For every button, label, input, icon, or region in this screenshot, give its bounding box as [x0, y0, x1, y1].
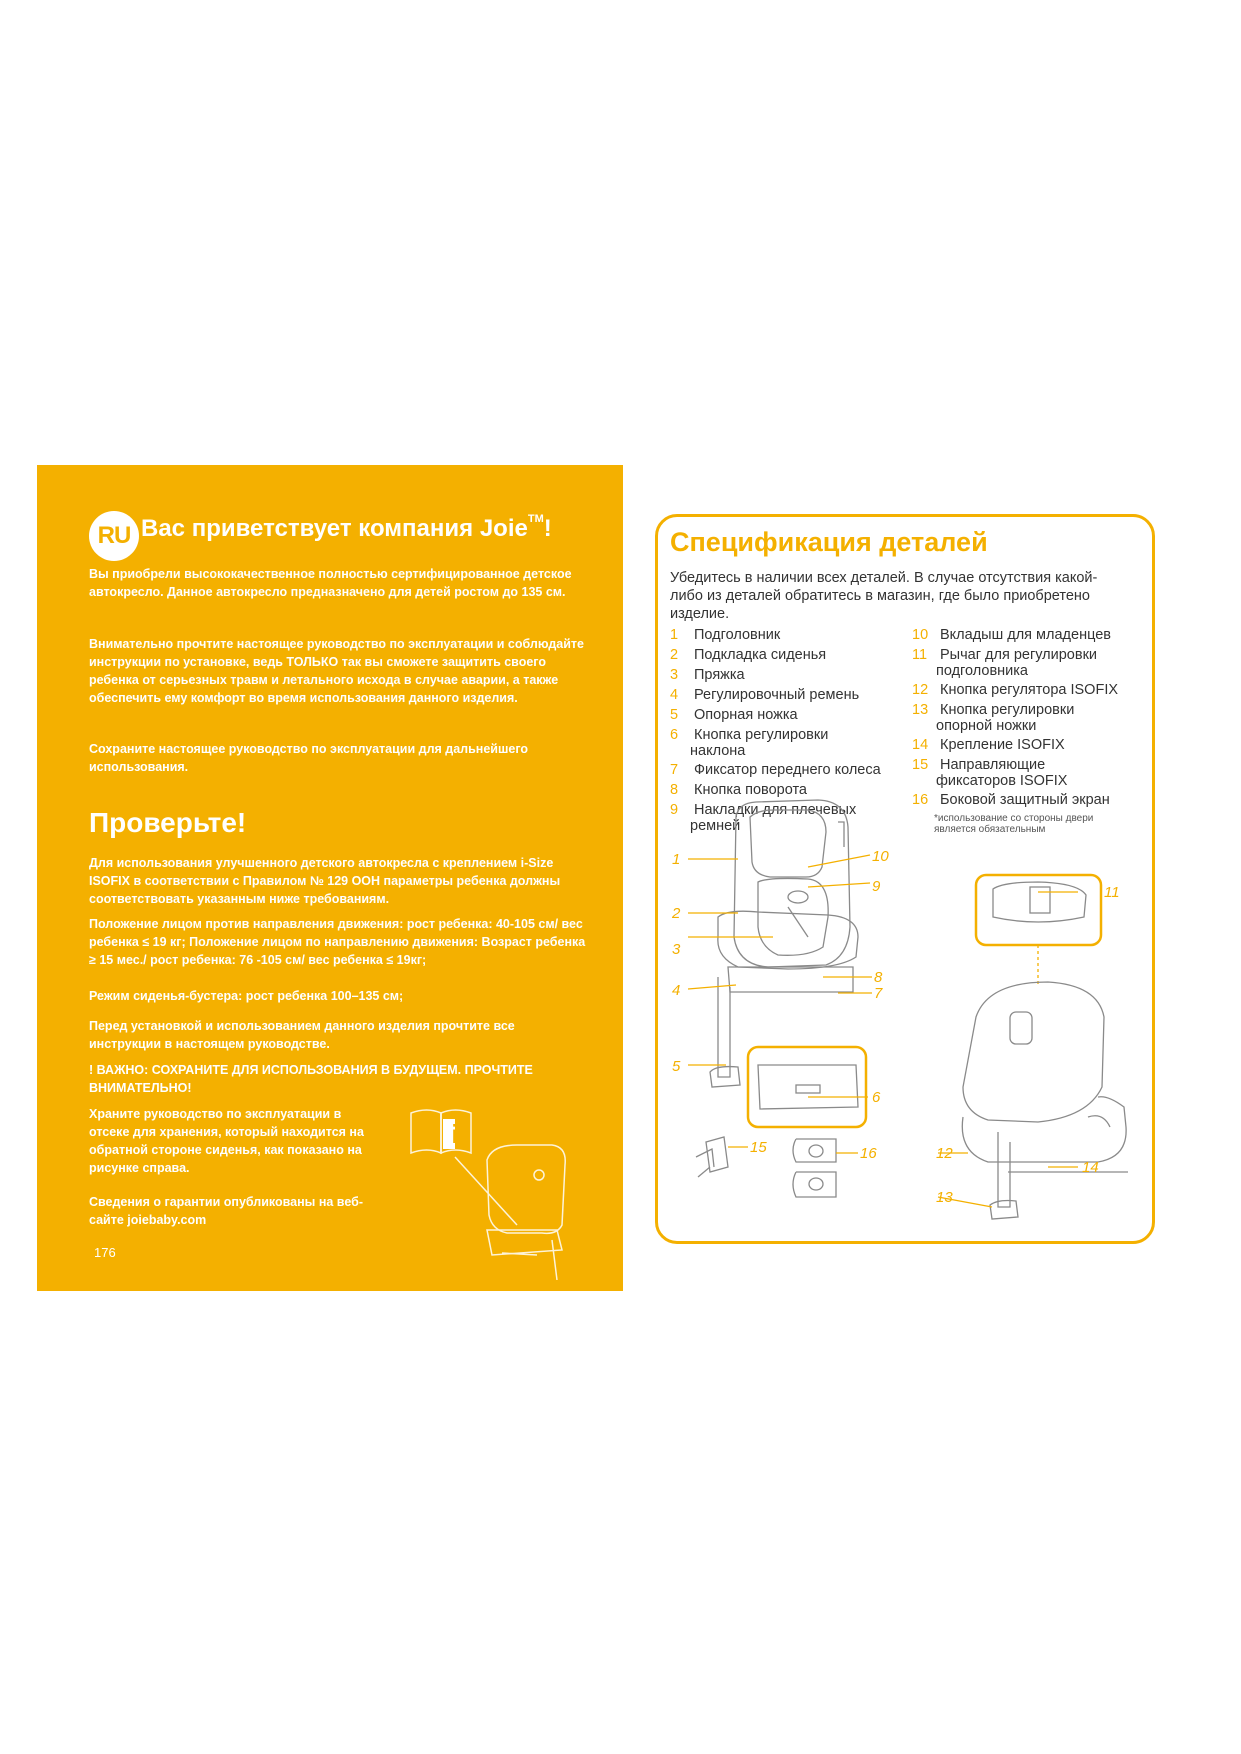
callout-14: 14	[1082, 1159, 1099, 1176]
check-paragraph-booster: Режим сиденья-бустера: рост ребенка 100–135 см;	[89, 989, 404, 1003]
part-number: 16	[912, 792, 929, 808]
part-number: 11	[912, 647, 928, 663]
page-number: 176	[94, 1245, 116, 1260]
part-number: 7	[670, 762, 679, 778]
part-label: Опорная ножка	[694, 707, 798, 723]
spec-intro: Убедитесь в наличии всех деталей. В случае отсутствия какой-либо из деталей обратитесь в магазин, где было приобретено изделие.	[670, 570, 1098, 622]
front-seat-drawing	[710, 800, 858, 1087]
part-label: Рычаг для регулировки	[940, 647, 1098, 663]
welcome-panel	[37, 465, 623, 1291]
instructions-paragraph: Внимательно прочтите настоящее руководство по эксплуатации и соблюдайте инструкции по установке, ведь ТОЛЬКО так вы сможете защитить своего ребенка от серьезных травм и летального исхода в случае аварии, а также обеспечить ему комфорт во время использования данного изделия.	[89, 637, 585, 705]
part-label: Кнопка регулировки	[694, 727, 829, 743]
callout-10: 10	[872, 848, 889, 865]
part-number: 4	[670, 687, 679, 703]
part-label: Направляющие	[940, 757, 1046, 773]
part-label: Крепление ISOFIX	[940, 737, 1065, 753]
callout-6: 6	[872, 1089, 881, 1106]
part-label: Кнопка регулировки	[940, 702, 1075, 718]
part-label: Подкладка сиденья	[694, 647, 827, 663]
part-label: Регулировочный ремень	[694, 687, 860, 703]
storage-illustration	[407, 1105, 607, 1280]
part-number: 2	[670, 647, 679, 663]
book-icon-letter: i	[451, 1119, 459, 1149]
part-label: Боковой защитный экран	[940, 792, 1110, 808]
callout-numbers	[671, 848, 1120, 1206]
welcome-title: Вас приветствует компания Joie™!	[141, 513, 552, 542]
recline-button-inset	[748, 1047, 866, 1127]
callout-7: 7	[874, 985, 883, 1002]
part-number: 12	[912, 682, 929, 698]
spec-title: Спецификация деталей	[670, 527, 988, 557]
callout-16: 16	[860, 1145, 877, 1162]
part-number: 10	[912, 627, 929, 643]
part-number: 1	[670, 627, 679, 643]
check-paragraph-positions: Положение лицом против направления движения: рост ребенка: 40-105 см/ вес ребенка ≤ 19 кг; Положение лицом по направлению движения: Возраст ребенка ≥ 15 мес./ рост ребенка: 76 -105 см/ вес ребенка ≤ 19кг;	[89, 917, 586, 967]
check-paragraph-read: Перед установкой и использованием данного изделия прочтите все инструкции в настоящем руководстве.	[89, 1019, 515, 1051]
part-label-continued: опорной ножки	[936, 718, 1037, 734]
intro-paragraph: Вы приобрели высококачественное полностью сертифицированное детское автокресло. Данное автокресло предназначено для детей ростом до 135 см.	[89, 567, 572, 599]
callout-leaders	[688, 855, 1078, 1207]
language-badge: RU	[89, 511, 139, 561]
part-number: 14	[912, 737, 929, 753]
callout-4: 4	[672, 982, 681, 999]
callout-13: 13	[936, 1189, 953, 1206]
part-number: 5	[670, 707, 679, 723]
keep-manual-paragraph: Сохраните настоящее руководство по эксплуатации для дальнейшего использования.	[89, 742, 529, 774]
callout-12: 12	[936, 1145, 953, 1162]
part-label: Накладки для плечевых	[694, 802, 857, 818]
part-number: 3	[670, 667, 679, 683]
part-number: 15	[912, 757, 929, 773]
part-label: Вкладыш для младенцев	[940, 627, 1111, 643]
part-number: 8	[670, 782, 679, 798]
callout-9: 9	[872, 878, 881, 895]
callout-8: 8	[874, 969, 883, 986]
parts-diagram	[658, 517, 1152, 1241]
important-warning: ! ВАЖНО: СОХРАНИТЕ ДЛЯ ИСПОЛЬЗОВАНИЯ В БУДУЩЕМ. ПРОЧТИТЕ ВНИМАТЕЛЬНО!	[89, 1063, 533, 1095]
callout-1: 1	[672, 851, 681, 868]
callout-15: 15	[750, 1139, 767, 1156]
part-label-continued: фиксаторов ISOFIX	[936, 773, 1068, 789]
check-paragraph-isofix: Для использования улучшенного детского автокресла с креплением i-Size ISOFIX в соответствии с Правилом № 129 ООН параметры ребенка должны соответствовать указанным ниже требованиям.	[89, 856, 561, 906]
part-label: Пряжка	[694, 667, 745, 683]
side-screen-footnote: *использование со стороны двери является обязательным	[934, 813, 1094, 835]
part-number: 9	[670, 802, 679, 818]
part-label-continued: ремней	[690, 818, 741, 834]
warranty-paragraph: Сведения о гарантии опубликованы на веб-сайте joiebaby.com	[89, 1195, 363, 1227]
part-label: Фиксатор переднего колеса	[694, 762, 881, 778]
part-label-continued: подголовника	[936, 663, 1028, 679]
callout-5: 5	[672, 1058, 681, 1075]
storage-paragraph: Храните руководство по эксплуатации в отсеке для хранения, который находится на обратной стороне сиденья, как показано на рисунке справа.	[89, 1107, 364, 1175]
parts-spec-frame	[655, 514, 1155, 1244]
rear-seat-drawing	[962, 875, 1128, 1219]
part-label: Кнопка регулятора ISOFIX	[940, 682, 1119, 698]
callout-3: 3	[672, 941, 681, 958]
callout-11: 11	[1104, 884, 1120, 901]
part-label: Подголовник	[694, 627, 781, 643]
check-title: Проверьте!	[89, 807, 247, 838]
part-label: Кнопка поворота	[694, 782, 807, 798]
callout-2: 2	[672, 905, 681, 922]
part-number: 13	[912, 702, 929, 718]
part-number: 6	[670, 727, 679, 743]
part-label-continued: наклона	[690, 743, 746, 759]
